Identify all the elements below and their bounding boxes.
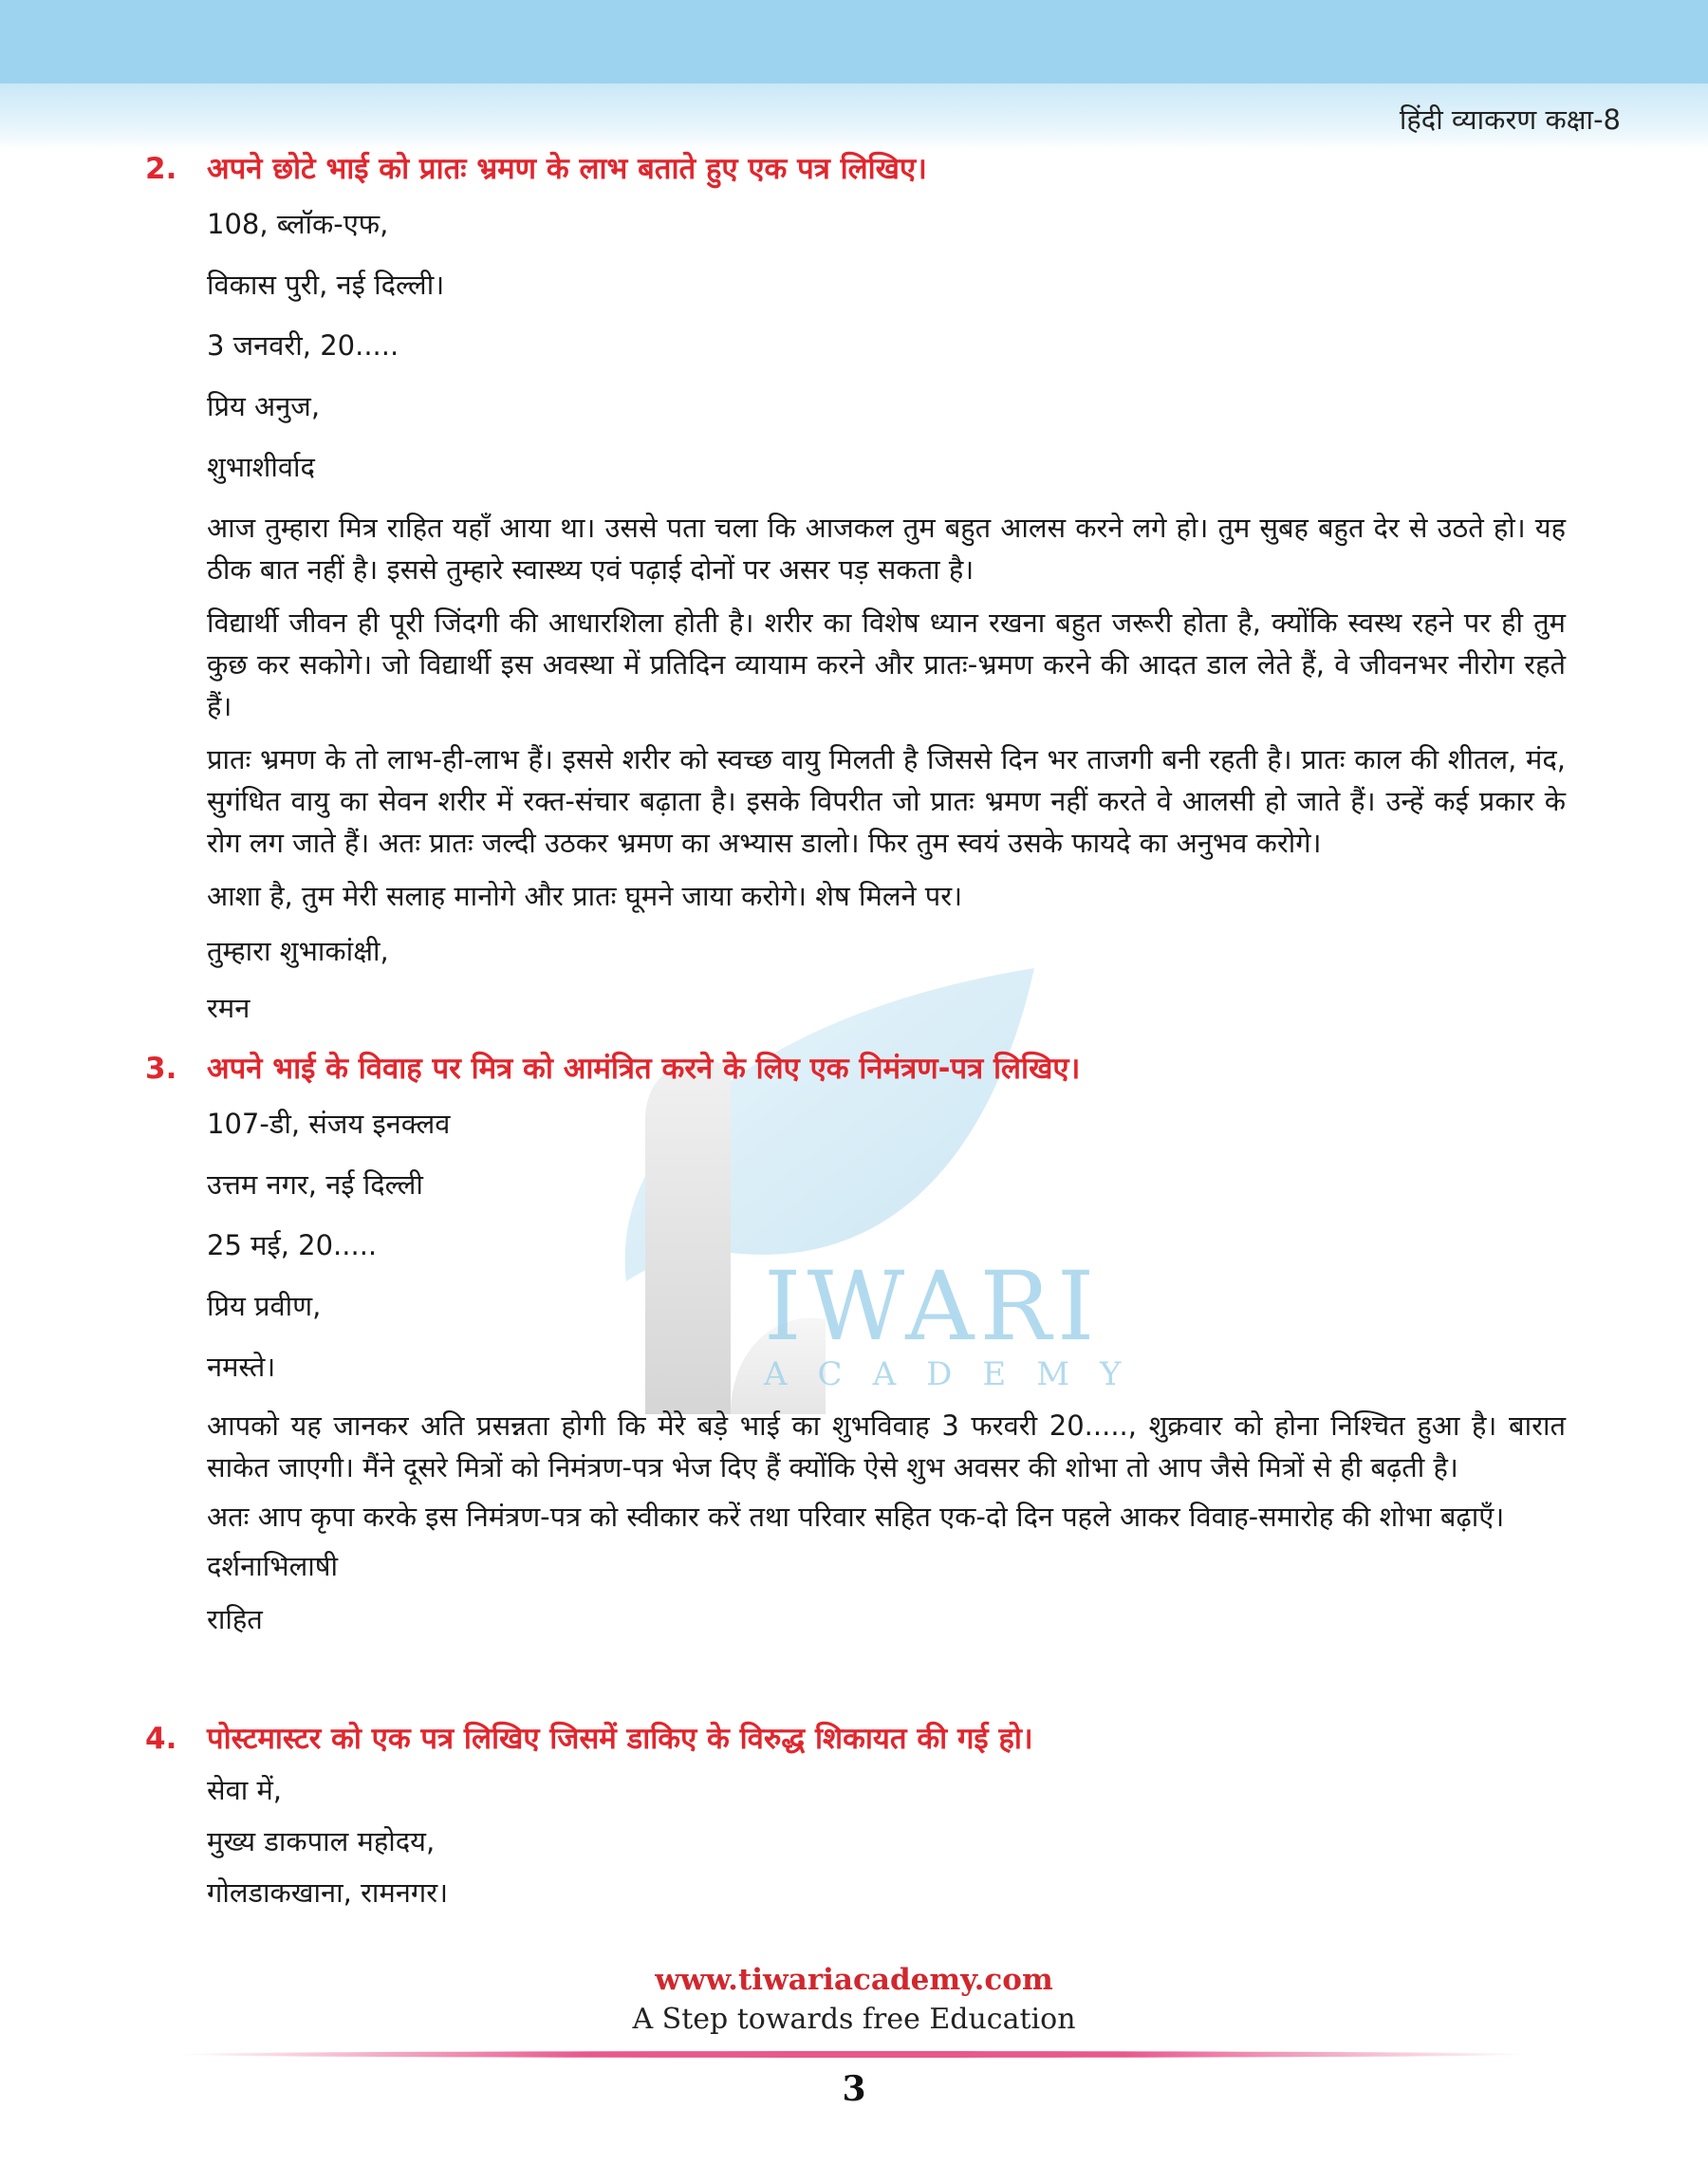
question-text: अपने छोटे भाई को प्रातः भ्रमण के लाभ बताते हुए एक पत्र लिखिए। [207, 152, 927, 186]
letter-greeting: शुभाशीर्वाद [207, 451, 315, 483]
letter-salutation: प्रिय अनुज, [207, 390, 321, 422]
address-line-2: उत्तम नगर, नई दिल्ली [207, 1168, 423, 1201]
question-number: 3. [145, 1052, 177, 1086]
letter-salutation: प्रिय प्रवीण, [207, 1290, 322, 1322]
letter-line: गोलडाकखाना, रामनगर। [207, 1876, 449, 1909]
watermark-title: IWARI [764, 1251, 1101, 1362]
address-line-1: 108, ब्लॉक-एफ, [207, 208, 389, 240]
question-text: पोस्टमास्टर को एक पत्र लिखिए जिसमें डाकिए के विरुद्ध शिकायत की गई हो। [207, 1722, 1033, 1756]
letter-closing: तुम्हारा शुभाकांक्षी, [207, 935, 389, 967]
question-number: 2. [145, 152, 177, 186]
letter-signature: रमन [207, 992, 251, 1024]
letter-closing: दर्शनाभिलाषी [207, 1550, 339, 1582]
question-3 [145, 1050, 1708, 1088]
watermark-subtitle: ACADEMY [764, 1355, 1152, 1393]
letter-date: 25 मई, 20..... [207, 1229, 378, 1261]
question-text: अपने भाई के विवाह पर मित्र को आमंत्रित करने के लिए एक निमंत्रण-पत्र लिखिए। [207, 1052, 1081, 1086]
letter-greeting: नमस्ते। [207, 1351, 276, 1383]
page-content [0, 142, 1708, 1912]
letter-date: 3 जनवरी, 20..... [207, 329, 399, 362]
footer-tagline: A Step towards free Education [632, 2003, 1076, 2036]
letter-paragraph: विद्यार्थी जीवन ही पूरी जिंदगी की आधारशिला होती है। शरीर का विशेष ध्यान रखना बहुत जरूरी होता है, क्योंकि स्वस्थ रहने पर ही तुम कुछ कर सकोगे। जो विद्यार्थी इस अवस्था में प्रतिदिन व्यायाम करने और प्रातः-भ्रमण करने की आदत डाल लेते हैं, वे जीवनभर नीरोग रहते हैं। [207, 606, 1566, 722]
address-line-1: 107-डी, संजय इनक्लव [207, 1108, 451, 1140]
question-number: 4. [145, 1722, 177, 1756]
question-4 [145, 1720, 1708, 1758]
letter-signature: राहित [207, 1603, 263, 1635]
top-banner [0, 0, 1708, 84]
footer-website-link[interactable]: www.tiwariacademy.com [655, 1963, 1053, 1997]
address-line-2: विकास पुरी, नई दिल्ली। [207, 269, 445, 301]
question-2 [145, 150, 1708, 188]
letter-line: सेवा में, [207, 1774, 283, 1806]
letter-paragraph: प्रातः भ्रमण के तो लाभ-ही-लाभ हैं। इससे शरीर को स्वच्छ वायु मिलती है जिससे दिन भर ताजगी बनी रहती है। प्रातः काल की शीतल, मंद, सुगंधित वायु का सेवन शरीर में रक्त-संचार बढ़ाता है। इसके विपरीत जो प्रातः भ्रमण नहीं करते वे आलसी हो जाते हैं। उन्हें कई प्रकार के रोग लग जाते हैं। अतः प्रातः जल्दी उठकर भ्रमण का अभ्यास डालो। फिर तुम स्वयं उसके फायदे का अनुभव करोगे। [207, 743, 1566, 859]
letter-paragraph: आशा है, तुम मेरी सलाह मानोगे और प्रातः घूमने जाया करोगे। शेष मिलने पर। [207, 880, 963, 912]
letter-line: मुख्य डाकपाल महोदय, [207, 1825, 436, 1857]
letter-paragraph: आज तुम्हारा मित्र राहित यहाँ आया था। उससे पता चला कि आजकल तुम बहुत आलस करने लगे हो। तुम सुबह बहुत देर से उठते हो। यह ठीक बात नहीं है। इससे तुम्हारे स्वास्थ्य एवं पढ़ाई दोनों पर असर पड़ सकता है। [207, 512, 1566, 586]
footer-divider [180, 2051, 1528, 2058]
page-header-title: हिंदी व्याकरण कक्षा-8 [1399, 103, 1621, 136]
page-number: 3 [842, 2069, 866, 2109]
letter-paragraph: अतः आप कृपा करके इस निमंत्रण-पत्र को स्वीकार करें तथा परिवार सहित एक-दो दिन पहले आकर विवाह-समारोह की शोभा बढ़ाएँ। [207, 1501, 1505, 1533]
letter-paragraph: आपको यह जानकर अति प्रसन्नता होगी कि मेरे बड़े भाई का शुभविवाह 3 फरवरी 20....., शुक्रवार को होना निश्चित हुआ है। बारात साकेत जाएगी। मैंने दूसरे मित्रों को निमंत्रण-पत्र भेज दिए हैं क्योंकि ऐसे शुभ अवसर की शोभा तो आप जैसे मित्रों से ही बढ़ती है। [207, 1409, 1566, 1483]
